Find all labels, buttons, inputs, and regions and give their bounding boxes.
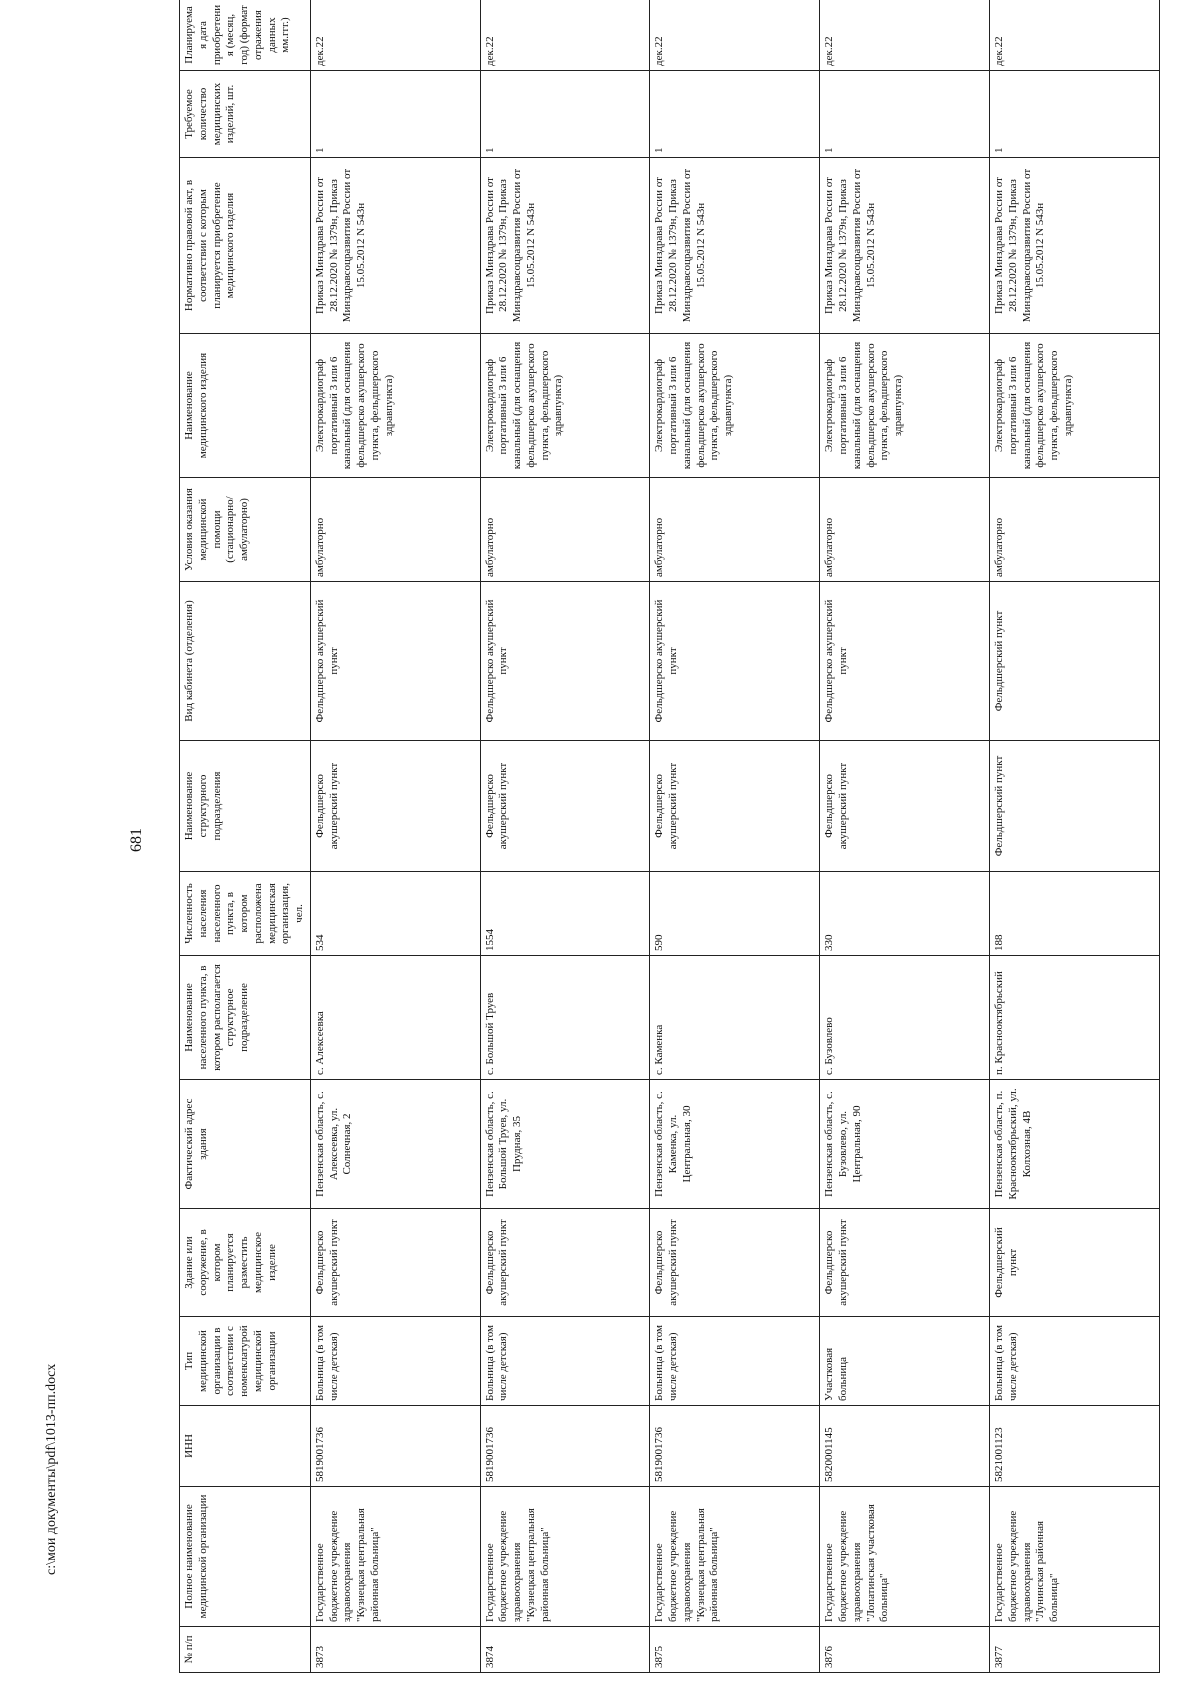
inn: 5819001736 bbox=[310, 1406, 480, 1487]
header-cell: Тип медицинской организации в соответствии с номенклатурой медицинской организации bbox=[180, 1317, 311, 1406]
subdivision: Фельдшерско акушерский пункт bbox=[310, 741, 480, 872]
building: Фельдшерско акушерский пункт bbox=[650, 1209, 820, 1317]
equipment-table bbox=[179, 0, 1160, 1673]
settlement: с. Алексеевка bbox=[310, 956, 480, 1080]
population: 330 bbox=[820, 872, 990, 956]
cabinet-type: Фельдшерско акушерский пункт bbox=[480, 582, 650, 741]
building: Фельдшерский пункт bbox=[990, 1209, 1160, 1317]
footer-file-path: c:\мои документы\pdf\1013-пп.docx bbox=[44, 1363, 59, 1575]
medical-device: Электрокардиограф портативный 3 или 6 канальный (для оснащения фельдшерско акушерского пункта, фельдшерского здравпункта) bbox=[650, 334, 820, 478]
planned-date: дек.22 bbox=[990, 0, 1160, 71]
inn: 5819001736 bbox=[480, 1406, 650, 1487]
organization-name: Государственное бюджетное учреждение здравоохранения "Лунинская районная больница" bbox=[990, 1487, 1160, 1627]
medical-device: Электрокардиограф портативный 3 или 6 канальный (для оснащения фельдшерско акушерского пункта, фельдшерского здравпункта) bbox=[990, 334, 1160, 478]
organization-type: Больница (в том числе детская) bbox=[310, 1317, 480, 1406]
header-cell: № п/п bbox=[180, 1627, 311, 1673]
header-cell: Численность населения населенного пункта, в котором расположена медицинская организация, чел. bbox=[180, 872, 311, 956]
table-row bbox=[990, 0, 1160, 1673]
building: Фельдшерско акушерский пункт bbox=[310, 1209, 480, 1317]
header-cell: Нормативно правовой акт, в соответствии с которым планируется приобретение медицинского изделия bbox=[180, 158, 311, 334]
population: 534 bbox=[310, 872, 480, 956]
care-conditions: амбулаторно bbox=[650, 478, 820, 582]
header-cell: Требуемое количество медицинских изделий, шт. bbox=[180, 71, 311, 158]
header-cell: Вид кабинета (отделения) bbox=[180, 582, 311, 741]
header-cell: ИНН bbox=[180, 1406, 311, 1487]
settlement: с. Каменка bbox=[650, 956, 820, 1080]
rotated-table-container bbox=[179, 4, 1160, 1673]
legal-act: Приказ Минздрава России от 28.12.2020 № 1379н, Приказ Минздравсоцразвития России от 15.05.2012 N 543н bbox=[820, 158, 990, 334]
legal-act: Приказ Минздрава России от 28.12.2020 № 1379н, Приказ Минздравсоцразвития России от 15.05.2012 N 543н bbox=[310, 158, 480, 334]
header-cell: Наименование населенного пункта, в котором располагается структурное подразделение bbox=[180, 956, 311, 1080]
organization-type: Больница (в том числе детская) bbox=[650, 1317, 820, 1406]
quantity: 1 bbox=[310, 71, 480, 158]
organization-type: Участковая больница bbox=[820, 1317, 990, 1406]
settlement: с. Большой Труев bbox=[480, 956, 650, 1080]
header-cell: Фактический адрес здания bbox=[180, 1080, 311, 1209]
care-conditions: амбулаторно bbox=[990, 478, 1160, 582]
planned-date: дек.22 bbox=[480, 0, 650, 71]
subdivision: Фельдшерско акушерский пункт bbox=[650, 741, 820, 872]
medical-device: Электрокардиограф портативный 3 или 6 канальный (для оснащения фельдшерско акушерского пункта, фельдшерского здравпункта) bbox=[310, 334, 480, 478]
population: 188 bbox=[990, 872, 1160, 956]
header-cell: Наименование медицинского изделия bbox=[180, 334, 311, 478]
address: Пензенская область, с. Бузовлево, ул. Центральная, 90 bbox=[820, 1080, 990, 1209]
subdivision: Фельдшерский пункт bbox=[990, 741, 1160, 872]
planned-date: дек.22 bbox=[820, 0, 990, 71]
organization-name: Государственное бюджетное учреждение здравоохранения "Кузнецкая центральная районная больница" bbox=[310, 1487, 480, 1627]
settlement: с. Бузовлево bbox=[820, 956, 990, 1080]
quantity: 1 bbox=[650, 71, 820, 158]
cabinet-type: Фельдшерско акушерский пункт bbox=[310, 582, 480, 741]
inn: 5819001736 bbox=[650, 1406, 820, 1487]
row-number: 3874 bbox=[480, 1627, 650, 1673]
table-row bbox=[480, 0, 650, 1673]
table-area bbox=[179, 4, 1160, 1673]
subdivision: Фельдшерско акушерский пункт bbox=[480, 741, 650, 872]
medical-device: Электрокардиограф портативный 3 или 6 канальный (для оснащения фельдшерско акушерского пункта, фельдшерского здравпункта) bbox=[820, 334, 990, 478]
header-cell: Планируемая дата приобретения (месяц, год) (формат отражения данных мм.ггг.) bbox=[180, 0, 311, 71]
organization-name: Государственное бюджетное учреждение здравоохранения "Кузнецкая центральная районная больница" bbox=[480, 1487, 650, 1627]
organization-name: Государственное бюджетное учреждение здравоохранения "Лопатинская участковая больница" bbox=[820, 1487, 990, 1627]
subdivision: Фельдшерско акушерский пункт bbox=[820, 741, 990, 872]
building: Фельдшерско акушерский пункт bbox=[480, 1209, 650, 1317]
address: Пензенская область, с. Алексеевка, ул. Солнечная, 2 bbox=[310, 1080, 480, 1209]
header-cell: Здание или сооружение, в котором планируется разместить медицинское изделие bbox=[180, 1209, 311, 1317]
quantity: 1 bbox=[990, 71, 1160, 158]
header-cell: Условия оказания медицинской помощи (стационарно/ амбулаторно) bbox=[180, 478, 311, 582]
legal-act: Приказ Минздрава России от 28.12.2020 № 1379н, Приказ Минздравсоцразвития России от 15.05.2012 N 543н bbox=[990, 158, 1160, 334]
row-number: 3875 bbox=[650, 1627, 820, 1673]
table-row bbox=[820, 0, 990, 1673]
address: Пензенская область, п. Краснооктябрьский, ул. Колхозная, 4В bbox=[990, 1080, 1160, 1209]
care-conditions: амбулаторно bbox=[310, 478, 480, 582]
address: Пензенская область, с. Большой Труев, ул. Прудная, 35 bbox=[480, 1080, 650, 1209]
medical-device: Электрокардиограф портативный 3 или 6 канальный (для оснащения фельдшерско акушерского пункта, фельдшерского здравпункта) bbox=[480, 334, 650, 478]
page-number: 681 bbox=[128, 828, 145, 852]
inn: 5821001123 bbox=[990, 1406, 1160, 1487]
planned-date: дек.22 bbox=[650, 0, 820, 71]
population: 590 bbox=[650, 872, 820, 956]
row-number: 3876 bbox=[820, 1627, 990, 1673]
care-conditions: амбулаторно bbox=[480, 478, 650, 582]
header-row bbox=[180, 0, 311, 1673]
settlement: п. Краснооктябрьский bbox=[990, 956, 1160, 1080]
population: 1554 bbox=[480, 872, 650, 956]
quantity: 1 bbox=[820, 71, 990, 158]
table-row bbox=[310, 0, 480, 1673]
legal-act: Приказ Минздрава России от 28.12.2020 № 1379н, Приказ Минздравсоцразвития России от 15.05.2012 N 543н bbox=[480, 158, 650, 334]
cabinet-type: Фельдшерско акушерский пункт bbox=[820, 582, 990, 741]
address: Пензенская область, с. Каменка, ул. Центральная, 30 bbox=[650, 1080, 820, 1209]
table-row bbox=[650, 0, 820, 1673]
quantity: 1 bbox=[480, 71, 650, 158]
header-cell: Наименование структурного подразделения bbox=[180, 741, 311, 872]
row-number: 3873 bbox=[310, 1627, 480, 1673]
organization-name: Государственное бюджетное учреждение здравоохранения "Кузнецкая центральная районная больница" bbox=[650, 1487, 820, 1627]
building: Фельдшерско акушерский пункт bbox=[820, 1209, 990, 1317]
inn: 5820001145 bbox=[820, 1406, 990, 1487]
cabinet-type: Фельдшерский пункт bbox=[990, 582, 1160, 741]
row-number: 3877 bbox=[990, 1627, 1160, 1673]
care-conditions: амбулаторно bbox=[820, 478, 990, 582]
organization-type: Больница (в том числе детская) bbox=[990, 1317, 1160, 1406]
header-cell: Полное наименование медицинской организации bbox=[180, 1487, 311, 1627]
cabinet-type: Фельдшерско акушерский пункт bbox=[650, 582, 820, 741]
legal-act: Приказ Минздрава России от 28.12.2020 № 1379н, Приказ Минздравсоцразвития России от 15.05.2012 N 543н bbox=[650, 158, 820, 334]
organization-type: Больница (в том числе детская) bbox=[480, 1317, 650, 1406]
planned-date: дек.22 bbox=[310, 0, 480, 71]
